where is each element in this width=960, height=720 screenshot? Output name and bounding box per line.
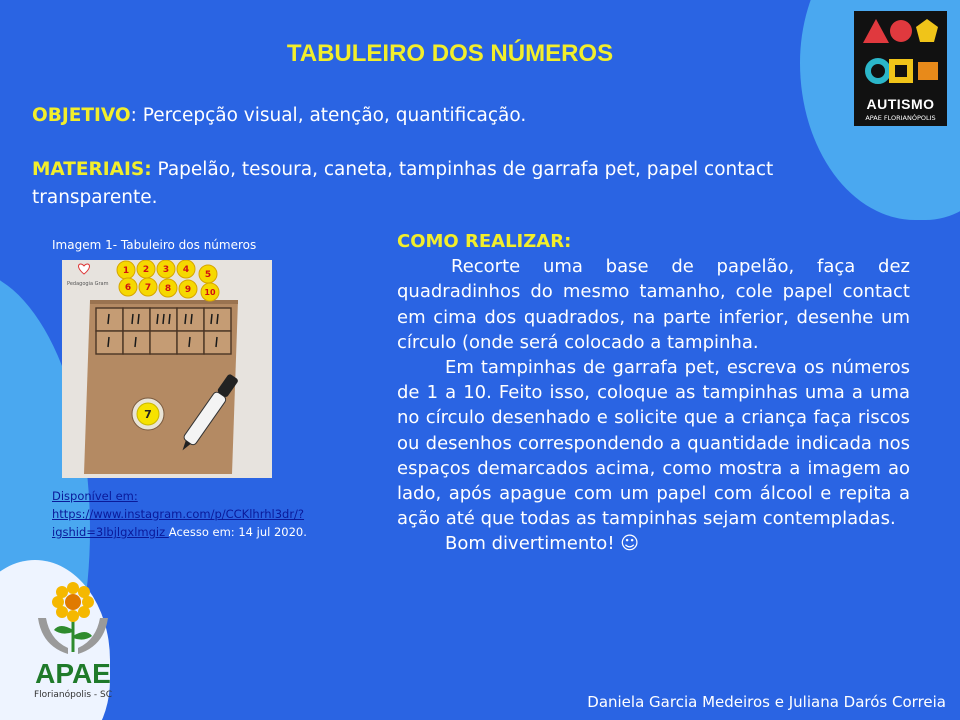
materials-label: MATERIAIS: [32, 159, 152, 180]
image-source [52, 487, 357, 541]
cap-number: 3 [162, 265, 170, 275]
cap-number: 10 [204, 288, 216, 297]
objective-text [32, 102, 832, 130]
autismo-logo [854, 11, 947, 126]
photo-brand: Pedagogia Gram [67, 281, 109, 287]
apae-logo [28, 578, 118, 708]
objective-label: OBJETIVO [32, 105, 131, 126]
how-to-paragraph-2: Em tampinhas de garrafa pet, escreva os números de 1 a 10. Feito isso, coloque as tampinhas uma a uma no círculo desenhado e solicite que a criança faça riscos ou desenhos correspondendo a quantidade indicada nos espaços demarcados acima, como mostra a imagem ao lado, após apague com um papel com álcool e repita a ação até que todas as tampinhas sejam contempladas. [397, 357, 910, 530]
center-cap-number: 7 [144, 408, 152, 421]
cap-number: 5 [204, 270, 212, 280]
authors: Daniela Garcia Medeiros e Juliana Darós Correia [587, 693, 946, 711]
image-caption: Imagem 1- Tabuleiro dos números [52, 238, 257, 252]
source-accessed: Acesso em: 14 jul 2020. [168, 525, 307, 539]
apae-logo-subtitle: Florianópolis - SC [34, 690, 112, 700]
source-url: https://www.instagram.com/p/CCKlhrhl3dr/?igshid=3lbjlgxlmgiz [52, 507, 305, 539]
apae-logo-name: APAE [35, 658, 111, 689]
objective-value: : Percepção visual, atenção, quantificação. [130, 105, 527, 126]
cap-number: 2 [142, 265, 150, 275]
cap-number: 8 [164, 284, 172, 294]
cap-number: 4 [182, 265, 190, 275]
board-illustration [62, 260, 272, 478]
cap-number: 9 [184, 285, 192, 295]
how-to-section [397, 229, 910, 557]
autismo-shapes-icon [854, 11, 947, 95]
cap-number: 7 [144, 283, 152, 293]
materials-value: Papelão, tesoura, caneta, tampinhas de garrafa pet, papel contact transparente. [32, 159, 774, 208]
how-to-paragraph-3: Bom divertimento! ☺ [445, 533, 640, 555]
board-photo [62, 260, 272, 478]
flower-hands-icon [28, 578, 118, 660]
page-title: TABULEIRO DOS NÚMEROS [286, 40, 614, 67]
cap-number: 1 [122, 266, 130, 276]
cap-number: 6 [124, 283, 132, 293]
how-to-heading: COMO REALIZAR: [397, 231, 572, 252]
source-prefix: Disponível em: [52, 489, 138, 503]
autismo-logo-name: AUTISMO [866, 96, 935, 112]
how-to-paragraph-1: Recorte uma base de papelão, faça dez quadradinhos do mesmo tamanho, cole papel contact em cima dos quadrados, na parte inferior, desenhe um círculo (onde será colocado a tampinha. [397, 256, 910, 353]
autismo-logo-subtitle: APAE FLORIANÓPOLIS [865, 114, 936, 122]
materials-text [32, 156, 832, 212]
